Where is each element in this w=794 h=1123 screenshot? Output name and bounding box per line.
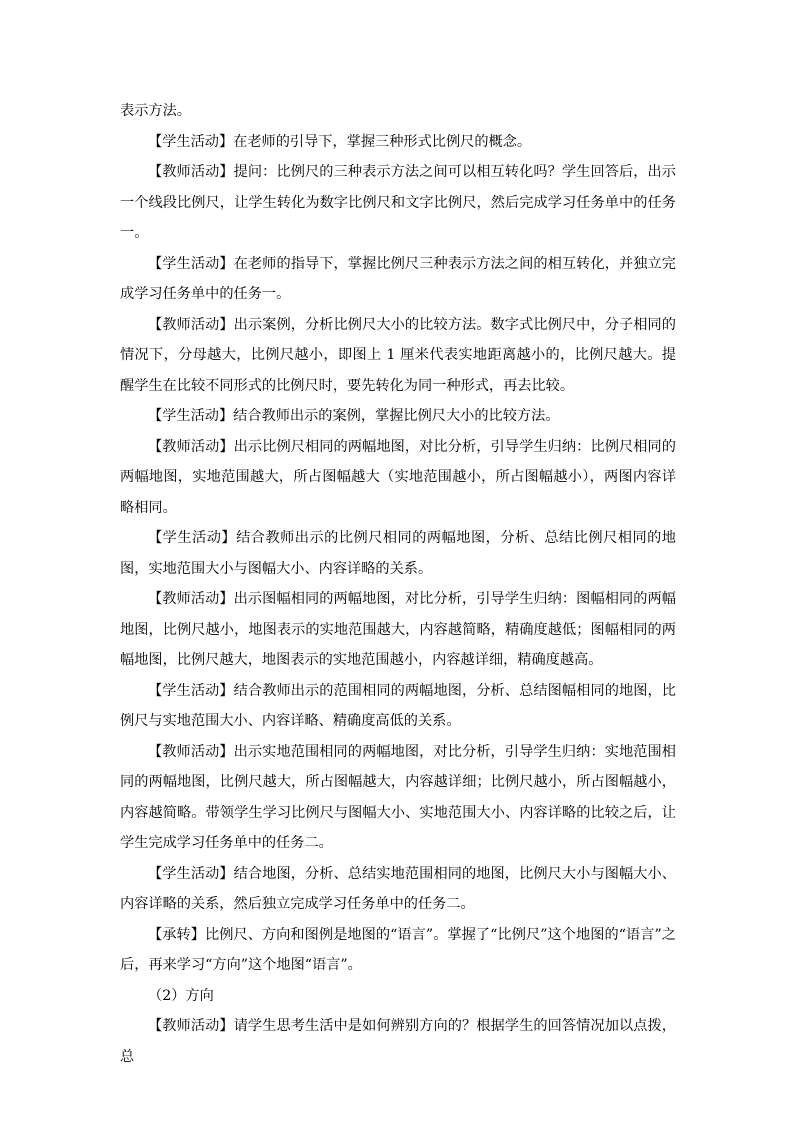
paragraph-6: 【学生活动】结合教师出示的案例，掌握比例尺大小的比较方法。	[148, 408, 560, 424]
document-body	[120, 96, 676, 1072]
paragraph-4: 【学生活动】在老师的指导下，掌握比例尺三种表示方法之间的相互转化，并独立完成学习任务单中的任务一。	[120, 255, 676, 302]
paragraph-9: 【教师活动】出示图幅相同的两幅地图，对比分析，引导学生归纳：图幅相同的两幅地图，比例尺越小，地图表示的实地范围越大，内容越简略，精确度越低；图幅相同的两幅地图，比例尺越大，地图表示的实地范围越小，内容越详细，精确度越高。	[120, 591, 676, 668]
paragraph-2: 【学生活动】在老师的引导下，掌握三种形式比例尺的概念。	[148, 133, 532, 150]
paragraph-3: 【教师活动】提问：比例尺的三种表示方法之间可以相互转化吗？学生回答后，出示一个线段比例尺，让学生转化为数字比例尺和文字比例尺，然后完成学习任务单中的任务一。	[120, 164, 676, 241]
paragraph-14: 【教师活动】请学生思考生活中是如何辨别方向的？根据学生的回答情况加以点拨，总	[120, 1018, 676, 1065]
paragraph-5: 【教师活动】出示案例，分析比例尺大小的比较方法。数字式比例尺中，分子相同的情况下，分母越大，比例尺越小，即图上 1 厘米代表实地距离越小的，比例尺越大。提醒学生在比较不同形式的比例尺时，要先转化为同一种形式，再去比较。	[120, 316, 676, 394]
paragraph-13: 【承转】比例尺、方向和图例是地图的“语言”。掌握了“比例尺”这个地图的“语言”之后，再来学习“方向”这个地图“语言”。	[120, 926, 676, 973]
section-heading-direction: （2）方向	[148, 987, 214, 1004]
paragraph-12: 【学生活动】结合地图，分析、总结实地范围相同的地图，比例尺大小与图幅大小、内容详略的关系，然后独立完成学习任务单中的任务二。	[120, 865, 676, 912]
paragraph-11: 【教师活动】出示实地范围相同的两幅地图，对比分析，引导学生归纳：实地范围相同的两幅地图，比例尺越大，所占图幅越大，内容越详细；比例尺越小，所占图幅越小，内容越简略。带领学生学习比例尺与图幅大小、实地范围大小、内容详略的比较之后，让学生完成学习任务单中的任务二。	[120, 743, 676, 851]
paragraph-8: 【学生活动】结合教师出示的比例尺相同的两幅地图，分析、总结比例尺相同的地图，实地范围大小与图幅大小、内容详略的关系。	[120, 530, 676, 577]
paragraph-7: 【教师活动】出示比例尺相同的两幅地图，对比分析，引导学生归纳：比例尺相同的两幅地图，实地范围越大，所占图幅越大（实地范围越小，所占图幅越小），两图内容详略相同。	[120, 438, 676, 516]
paragraph-1: 表示方法。	[120, 103, 191, 119]
paragraph-10: 【学生活动】结合教师出示的范围相同的两幅地图，分析、总结图幅相同的地图，比例尺与实地范围大小、内容详略、精确度高低的关系。	[120, 682, 676, 729]
